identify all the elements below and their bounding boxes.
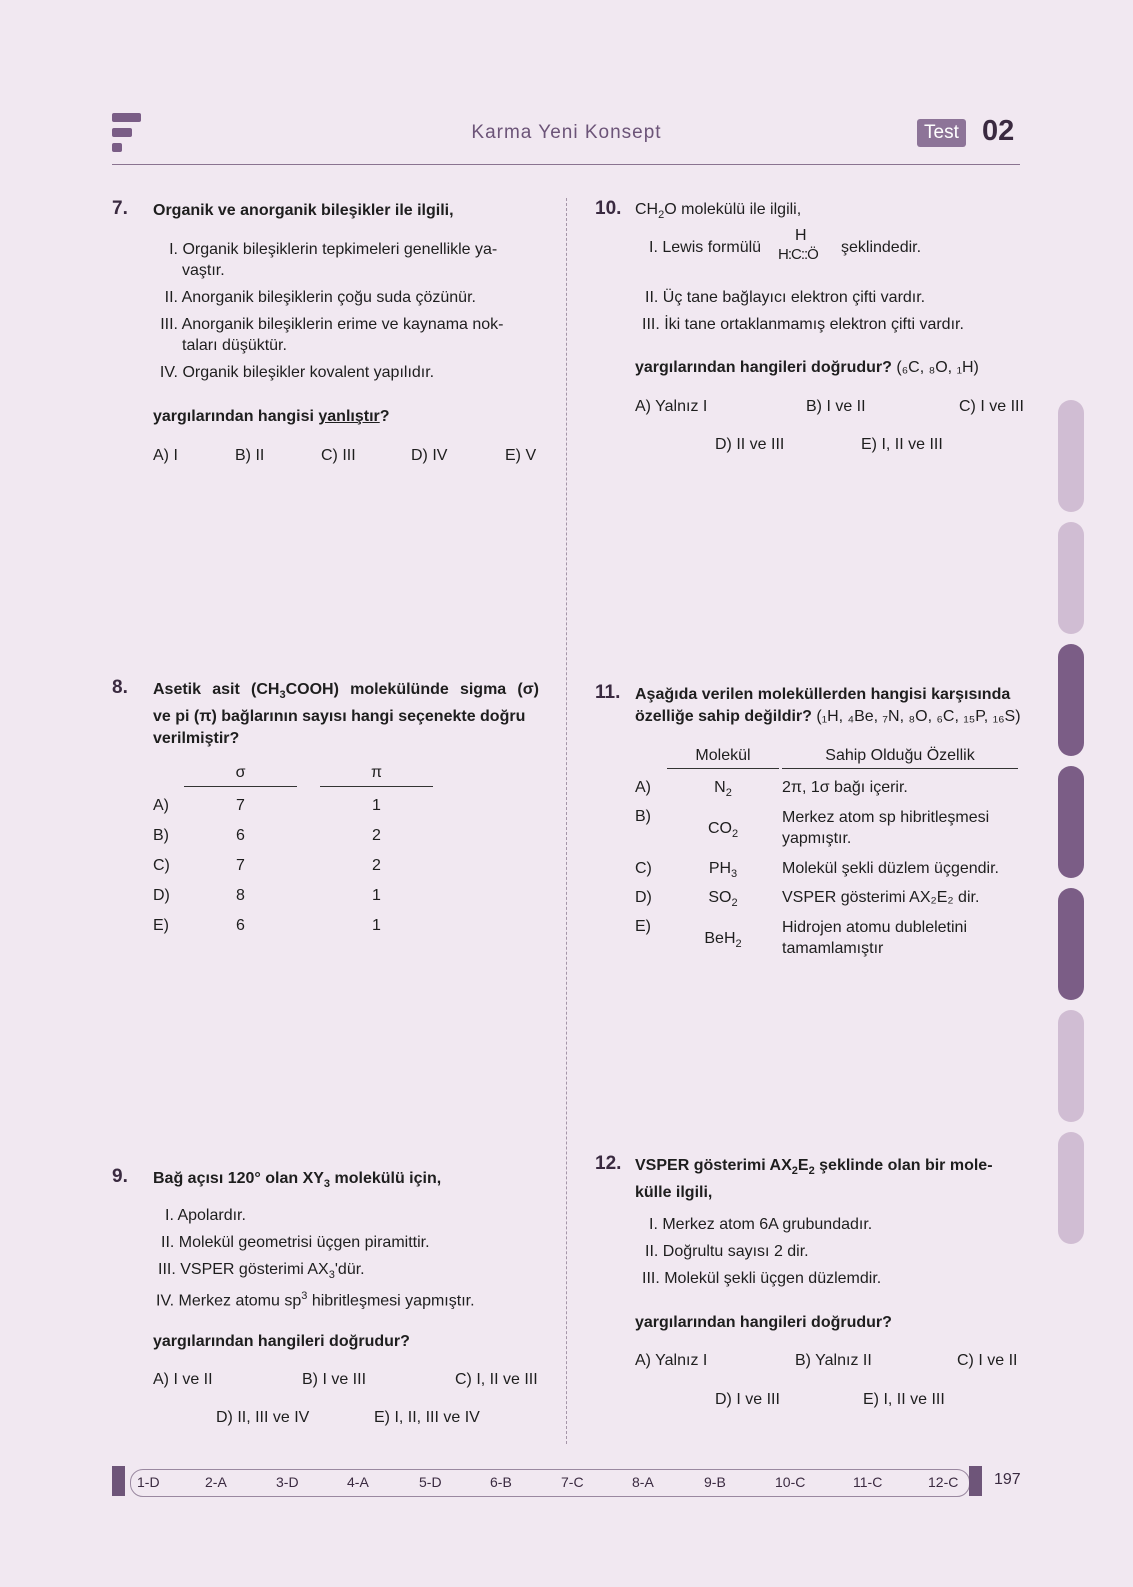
stem-part: molekülü için, [330, 1170, 442, 1187]
q11-d-property: VSPER gösterimi AX₂E₂ dir. [782, 889, 980, 906]
side-tab-6[interactable] [1058, 1010, 1084, 1122]
question-12-number: 12. [595, 1153, 622, 1174]
item-text: Anorganik bileşiklerin çoğu suda çözünür. [181, 289, 476, 306]
question-10-item-1: I. Lewis formülü [649, 239, 762, 256]
question-10-item-2: II. Üç tane bağlayıcı elektron çifti vardır. [645, 289, 926, 306]
stem-part: Bağ açısı 120° olan XY [153, 1170, 324, 1187]
test-number: 02 [982, 115, 1015, 147]
q8-option-c[interactable]: C) [153, 857, 170, 874]
q9-option-d[interactable]: D) II, III ve IV [216, 1409, 310, 1426]
answer-11: 11-C [853, 1474, 883, 1490]
item-part: III. VSPER gösterimi AX [158, 1261, 329, 1278]
item-number: IV. [159, 364, 178, 381]
q10-option-b[interactable]: B) I ve II [806, 398, 866, 415]
answer-12: 12-C [928, 1474, 959, 1490]
side-tab-5[interactable] [1058, 888, 1084, 1000]
stem-line-1: Aşağıda verilen moleküllerden hangisi karşısında [635, 686, 1011, 703]
question-9-item-2: II. Molekül geometrisi üçgen piramittir. [161, 1234, 430, 1251]
question-10-question [635, 357, 979, 379]
q12-option-e[interactable]: E) I, II ve III [863, 1391, 945, 1408]
q8-option-d[interactable]: D) [153, 887, 170, 904]
q12-option-c[interactable]: C) I ve II [957, 1352, 1018, 1369]
column-divider [566, 198, 567, 1444]
question-12-item-2: II. Doğrultu sayısı 2 dir. [645, 1243, 809, 1260]
question-11-number: 11. [595, 682, 621, 703]
q11-c-property: Molekül şekli düzlem üçgendir. [782, 860, 999, 877]
sigma-header: σ [235, 764, 246, 781]
question-7-stem: Organik ve anorganik bileşikler ile ilgili, [153, 202, 454, 219]
answer-6: 6-B [490, 1474, 512, 1490]
question-10-item-3: III. İki tane ortaklanmamış elektron çifti vardır. [642, 316, 964, 333]
answer-2: 2-A [205, 1474, 227, 1490]
q11-col-property: Sahip Olduğu Özellik [825, 747, 975, 764]
q10-option-e[interactable]: E) I, II ve III [861, 436, 943, 453]
answer-8: 8-A [632, 1474, 654, 1490]
q12-option-b[interactable]: B) Yalnız II [795, 1352, 872, 1369]
side-tab-2[interactable] [1058, 522, 1084, 634]
header-divider [112, 164, 1020, 165]
item-number: II. [164, 289, 178, 306]
q7-option-d[interactable]: D) IV [411, 447, 448, 464]
stem-sub: 2 [791, 1165, 798, 1178]
question-9-item-4 [156, 1286, 475, 1311]
q9-option-a[interactable]: A) I ve II [153, 1371, 213, 1388]
lewis-structure: H:C::Ö [778, 246, 818, 263]
stem-part: Asetik asit (CH [153, 681, 280, 698]
molecule: BeH [704, 930, 736, 947]
lewis-top-h: H [795, 227, 807, 244]
q11-col-molecule: Molekül [695, 747, 751, 764]
question-12-item-1: I. Merkez atom 6A grubundadır. [649, 1216, 873, 1233]
logo-bar-1 [112, 113, 141, 122]
answer-9: 9-B [704, 1474, 726, 1490]
stem-line-2: külle ilgili, [635, 1184, 713, 1202]
q7-option-e[interactable]: E) V [505, 447, 537, 464]
q11-a-property: 2π, 1σ bağı içerir. [782, 779, 908, 796]
q11-option-e[interactable]: E) [635, 918, 651, 935]
question-7-item-1 [158, 239, 550, 281]
stem-atoms: (₁H, ₄Be, ₇N, ₈O, ₆C, ₁₅P, ₁₆S) [816, 708, 1021, 725]
stem-sub: 3 [323, 1178, 331, 1191]
question-post: ? [379, 408, 390, 425]
side-tab-7[interactable] [1058, 1132, 1084, 1244]
molecule: N [714, 779, 726, 796]
stem-part: E [797, 1157, 809, 1174]
question-12-question: yargılarından hangileri doğrudur? [635, 1314, 892, 1331]
side-tab-3[interactable] [1058, 644, 1084, 756]
stem-part: CH [635, 201, 659, 218]
q12-option-d[interactable]: D) I ve III [715, 1391, 780, 1408]
q11-option-b[interactable]: B) [635, 808, 651, 825]
q11-col-property-underline [782, 768, 1018, 769]
question-12-stem [635, 1155, 1020, 1204]
question-emphasis: yanlıştır [318, 408, 380, 425]
molecule-sub: 2 [731, 828, 739, 841]
q9-option-e[interactable]: E) I, II, III ve IV [374, 1409, 480, 1426]
header-title: Karma Yeni Konsept [471, 122, 662, 143]
question-11-stem [635, 684, 1021, 728]
q8-a-pi: 1 [372, 797, 381, 814]
answer-5: 5-D [419, 1474, 442, 1490]
item-part: 'dür. [334, 1261, 365, 1278]
question-12-item-3: III. Molekül şekli üçgen düzlemdir. [642, 1270, 882, 1287]
side-tab-4[interactable] [1058, 766, 1084, 878]
q11-d-molecule [667, 889, 779, 909]
stem-part: COOH) molekülünde sigma (σ) [285, 681, 540, 698]
question-7-item-2 [158, 287, 476, 308]
q8-option-b[interactable]: B) [153, 827, 169, 844]
item-text: Anorganik bileşiklerin erime ve kaynama nok- [181, 316, 504, 333]
pi-underline [320, 786, 433, 787]
logo-bar-3 [112, 143, 122, 152]
q8-e-pi: 1 [372, 917, 381, 934]
q9-option-c[interactable]: C) I, II ve III [455, 1371, 538, 1388]
q8-c-pi: 2 [372, 857, 381, 874]
stem-sub: 2 [808, 1165, 815, 1178]
q11-b-molecule [667, 820, 779, 840]
q11-e-molecule [667, 930, 779, 950]
property-line: yapmıştır. [782, 830, 852, 847]
item-text: Organik bileşiklerin tepkimeleri genellikle ya- [182, 241, 498, 258]
answer-10: 10-C [775, 1474, 806, 1490]
q7-option-c[interactable]: C) III [321, 447, 356, 464]
molecule-sub: 2 [735, 938, 742, 951]
stem-line-2: özelliğe sahip değildir? [635, 708, 812, 725]
item-part: hibritleşmesi yapmıştır. [307, 1292, 475, 1310]
molecule: CO [707, 820, 732, 837]
answer-1: 1-D [137, 1474, 160, 1490]
molecule-sub: 2 [731, 897, 738, 910]
q11-option-d[interactable]: D) [635, 889, 652, 906]
q8-b-sigma: 6 [236, 827, 245, 844]
q8-d-pi: 1 [372, 887, 381, 904]
molecule-sub: 3 [731, 868, 738, 881]
question-9-question: yargılarından hangileri doğrudur? [153, 1333, 410, 1350]
q9-option-b[interactable]: B) I ve III [302, 1371, 367, 1388]
item-number: I. [169, 241, 178, 258]
sigma-underline [184, 786, 297, 787]
answer-4: 4-A [347, 1474, 369, 1490]
q7-option-b[interactable]: B) II [235, 447, 265, 464]
question-9-item-3 [158, 1259, 365, 1286]
pi-header: π [370, 764, 383, 781]
answer-3: 3-D [276, 1474, 299, 1490]
item-sub: 3 [328, 1269, 335, 1282]
q11-e-property [782, 917, 967, 959]
molecule: SO [708, 889, 732, 906]
question-7-number: 7. [112, 198, 128, 219]
question-7-question [153, 406, 390, 428]
stem-part: VSPER gösterimi AX [635, 1157, 792, 1174]
q8-option-e[interactable]: E) [153, 917, 169, 934]
question-9-number: 9. [112, 1166, 128, 1187]
stem-sub: 2 [658, 209, 665, 222]
molecule: PH [708, 860, 732, 877]
answer-bar-right-cap [969, 1466, 982, 1496]
question-10-number: 10. [595, 198, 622, 219]
item-number: III. [160, 316, 178, 333]
question-8-number: 8. [112, 677, 128, 698]
q11-a-molecule [667, 779, 779, 799]
q8-b-pi: 2 [372, 827, 381, 844]
q11-option-a[interactable]: A) [635, 779, 651, 796]
stem-line-3: verilmiştir? [153, 730, 240, 748]
property-line: tamamlamıştır [782, 940, 884, 957]
test-label: Test [917, 119, 966, 147]
stem-part: O molekülü ile ilgili, [664, 201, 802, 218]
molecule-sub: 2 [725, 787, 732, 800]
item-sup: 3 [301, 1290, 308, 1302]
item-text: Organik bileşikler kovalent yapılıdır. [182, 364, 435, 381]
question-9-item-1: I. Apolardır. [165, 1207, 246, 1224]
item-text-cont: taları düşüktür. [182, 337, 287, 354]
q8-option-a[interactable]: A) [153, 797, 169, 814]
property-line: Hidrojen atomu dubleletini [782, 919, 967, 936]
question-7-item-3 [158, 314, 503, 356]
q8-e-sigma: 6 [236, 917, 245, 934]
answer-7: 7-C [561, 1474, 584, 1490]
question-10-item-1-end: şeklindedir. [841, 239, 922, 256]
q10-option-d[interactable]: D) II ve III [715, 436, 785, 453]
side-tab-1[interactable] [1058, 400, 1084, 512]
q12-option-a[interactable]: A) Yalnız I [635, 1352, 708, 1369]
q8-c-sigma: 7 [236, 857, 245, 874]
q10-option-c[interactable]: C) I ve III [959, 398, 1024, 415]
stem-sub: 3 [279, 689, 286, 702]
item-text-cont: vaştır. [182, 262, 225, 279]
q8-a-sigma: 7 [236, 797, 245, 814]
q11-c-molecule [667, 860, 779, 880]
page-number: 197 [994, 1471, 1021, 1488]
stem-line-2: ve pi (π) bağlarının sayısı hangi seçenekte doğru [153, 708, 526, 726]
question-9-stem [153, 1168, 441, 1195]
q8-d-sigma: 8 [236, 887, 245, 904]
q7-option-a[interactable]: A) I [153, 447, 178, 464]
q11-col-molecule-underline [667, 768, 779, 769]
question-8-stem [153, 679, 539, 750]
q10-option-a[interactable]: A) Yalnız I [635, 398, 708, 415]
question-10-stem [635, 201, 801, 221]
question-text: yargılarından hangileri doğrudur? [635, 359, 892, 376]
stem-part: şeklinde olan bir mole- [814, 1157, 993, 1174]
item-part: IV. Merkez atomu sp [156, 1292, 302, 1310]
question-7-item-4 [158, 362, 434, 383]
question-pre: yargılarından hangisi [153, 408, 319, 425]
property-line: Merkez atom sp hibritleşmesi [782, 809, 990, 826]
question-atoms: (₆C, ₈O, ₁H) [896, 359, 979, 376]
q11-option-c[interactable]: C) [635, 860, 652, 877]
answer-bar-left-cap [112, 1466, 125, 1496]
q11-b-property [782, 807, 989, 849]
answer-key-bar [130, 1469, 970, 1497]
